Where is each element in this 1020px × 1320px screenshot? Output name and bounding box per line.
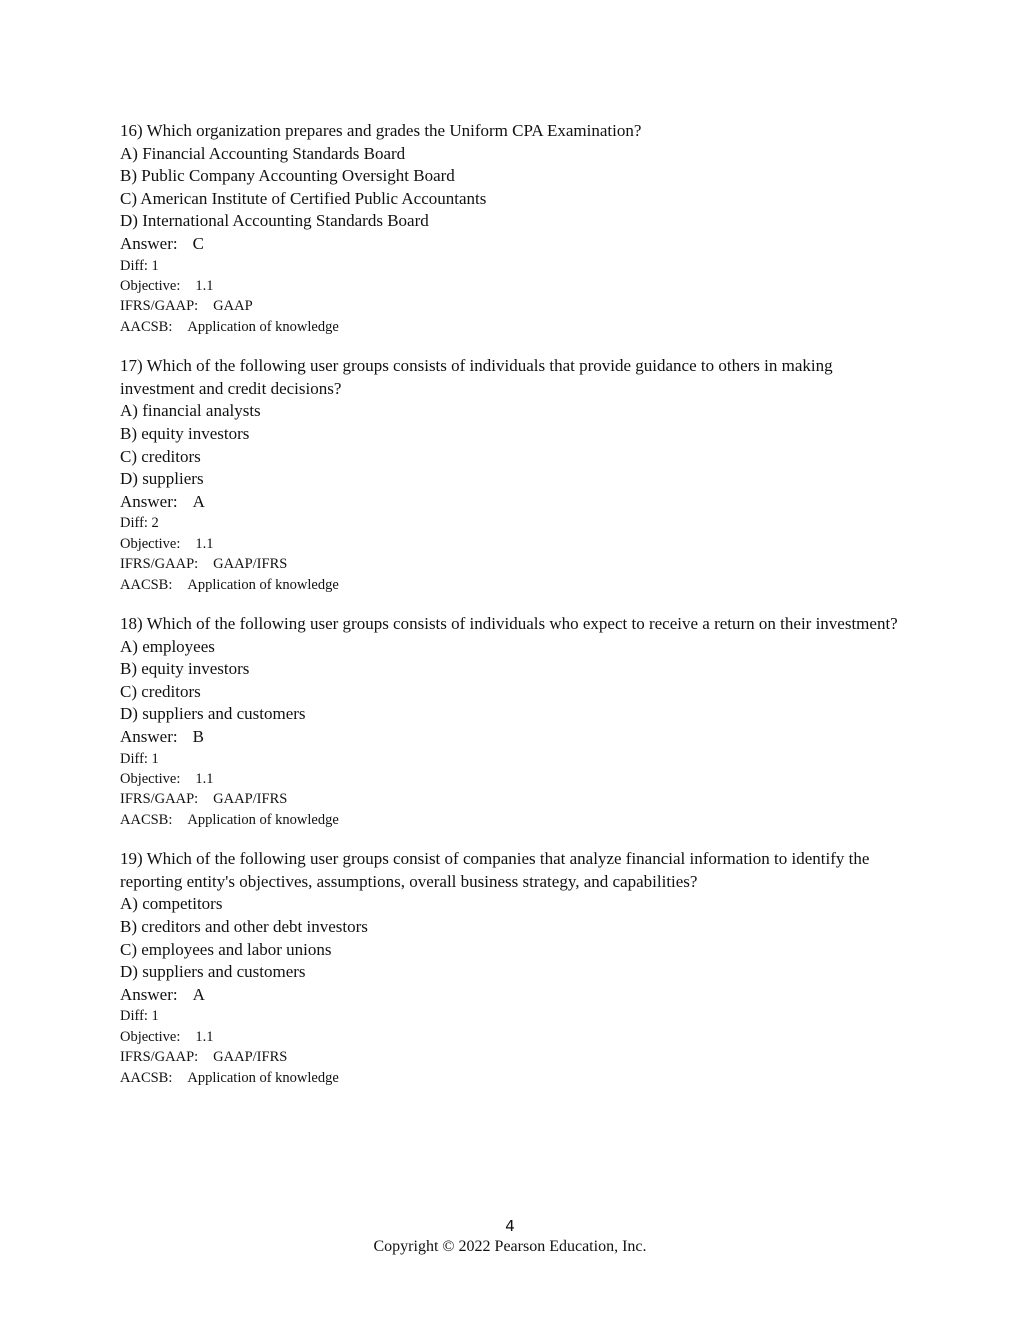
option-b: B) equity investors [120, 423, 250, 443]
option-b: B) equity investors [120, 659, 250, 679]
option-c: C) creditors [120, 681, 201, 701]
objective-label: Objective: [120, 535, 181, 552]
question-stem: 16) Which organization prepares and grades the Uniform CPA Examination? [120, 121, 642, 140]
aacsb-value: Application of knowledge [187, 576, 339, 593]
question-list [120, 120, 910, 1106]
difficulty: Diff: 1 [120, 1008, 159, 1025]
objective-line [120, 276, 910, 296]
aacsb-value: Application of knowledge [187, 1069, 339, 1086]
answer-value: B [192, 726, 204, 746]
objective-label: Objective: [120, 277, 181, 294]
aacsb-label: AACSB: [120, 1069, 173, 1086]
difficulty: Diff: 1 [120, 257, 159, 274]
question-stem: 19) Which of the following user groups consist of companies that analyze financial information to identify the reporting entity's objectives, assumptions, overall business strategy, and capabilities? [120, 849, 870, 891]
objective-value: 1.1 [195, 535, 214, 552]
objective-line [120, 534, 910, 554]
aacsb-line [120, 1068, 910, 1088]
option-b: B) Public Company Accounting Oversight Board [120, 166, 455, 186]
answer-line [120, 491, 910, 514]
option-a: A) competitors [120, 894, 223, 914]
answer-value: A [192, 491, 205, 511]
option-c: C) employees and labor unions [120, 939, 332, 959]
ifrs-gaap-line [120, 1047, 910, 1067]
ifrs-gaap-value: GAAP/IFRS [213, 791, 288, 808]
ifrs-gaap-label: IFRS/GAAP: [120, 298, 199, 315]
answer-label: Answer: [120, 726, 178, 746]
objective-label: Objective: [120, 770, 181, 787]
copyright-notice: Copyright © 2022 Pearson Education, Inc. [373, 1238, 647, 1255]
objective-value: 1.1 [195, 277, 214, 294]
ifrs-gaap-value: GAAP [213, 298, 253, 315]
answer-value: A [192, 984, 205, 1004]
option-c: C) creditors [120, 446, 201, 466]
ifrs-gaap-value: GAAP/IFRS [213, 1049, 288, 1066]
objective-line [120, 1027, 910, 1047]
aacsb-line [120, 317, 910, 337]
aacsb-value: Application of knowledge [187, 811, 339, 828]
option-b: B) creditors and other debt investors [120, 916, 368, 936]
aacsb-label: AACSB: [120, 576, 173, 593]
ifrs-gaap-line [120, 789, 910, 809]
page-number: 4 [505, 1217, 515, 1235]
ifrs-gaap-label: IFRS/GAAP: [120, 791, 199, 808]
answer-label: Answer: [120, 491, 178, 511]
option-d: D) suppliers [120, 469, 204, 489]
option-a: A) financial analysts [120, 401, 261, 421]
difficulty: Diff: 1 [120, 750, 159, 767]
aacsb-line [120, 575, 910, 595]
answer-line [120, 233, 910, 256]
answer-line [120, 726, 910, 749]
option-c: C) American Institute of Certified Public Accountants [120, 188, 487, 208]
aacsb-value: Application of knowledge [187, 318, 339, 335]
objective-value: 1.1 [195, 1028, 214, 1045]
ifrs-gaap-label: IFRS/GAAP: [120, 1049, 199, 1066]
question-16 [120, 120, 910, 337]
answer-label: Answer: [120, 233, 178, 253]
question-stem: 18) Which of the following user groups consists of individuals who expect to receive a return on their investment? [120, 613, 898, 633]
objective-value: 1.1 [195, 770, 214, 787]
aacsb-label: AACSB: [120, 318, 173, 335]
answer-label: Answer: [120, 984, 178, 1004]
question-19 [120, 848, 910, 1088]
option-d: D) suppliers and customers [120, 962, 306, 982]
option-d: D) International Accounting Standards Board [120, 211, 429, 231]
ifrs-gaap-line [120, 554, 910, 574]
objective-line [120, 769, 910, 789]
difficulty: Diff: 2 [120, 515, 159, 532]
option-a: A) employees [120, 636, 215, 656]
aacsb-label: AACSB: [120, 811, 173, 828]
question-stem: 17) Which of the following user groups consists of individuals that provide guidance to others in making investment and credit decisions? [120, 356, 833, 398]
question-17 [120, 355, 910, 595]
ifrs-gaap-line [120, 296, 910, 316]
option-d: D) suppliers and customers [120, 704, 306, 724]
ifrs-gaap-value: GAAP/IFRS [213, 556, 288, 573]
answer-value: C [192, 233, 204, 253]
objective-label: Objective: [120, 1028, 181, 1045]
page-footer [0, 1216, 1020, 1258]
aacsb-line [120, 810, 910, 830]
ifrs-gaap-label: IFRS/GAAP: [120, 556, 199, 573]
answer-line [120, 984, 910, 1007]
question-18 [120, 613, 910, 830]
option-a: A) Financial Accounting Standards Board [120, 143, 406, 163]
